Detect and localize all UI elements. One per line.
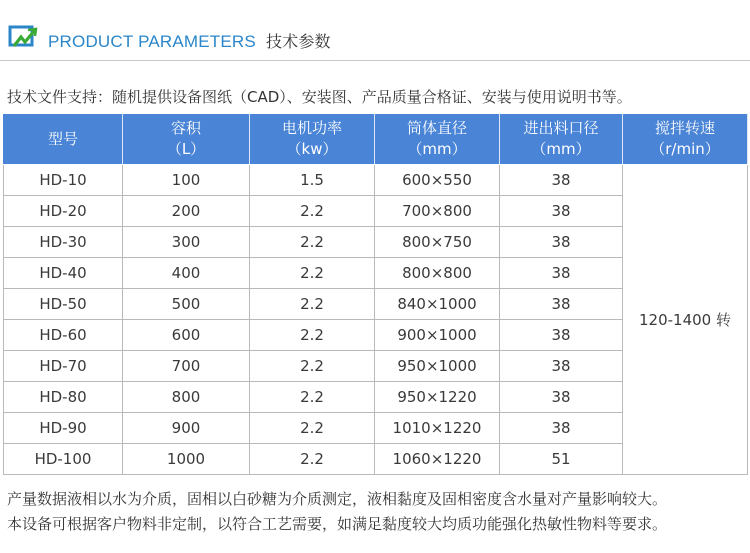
table-row [4,165,748,196]
section-title [48,29,331,52]
cell-diameter: 950×1000 [375,351,500,382]
cell-port: 38 [500,382,623,413]
column-header [623,114,748,165]
section-title-en: PRODUCT PARAMETERS [48,32,256,51]
cell-volume: 400 [123,258,250,289]
cell-port: 38 [500,227,623,258]
cell-speed: 120-1400 转 [623,165,748,475]
column-header-label: 容积 [170,119,201,137]
cell-diameter: 900×1000 [375,320,500,351]
cell-port: 38 [500,413,623,444]
cell-model: HD-80 [4,382,123,413]
column-header [375,114,500,165]
cell-volume: 100 [123,165,250,196]
cell-port: 38 [500,289,623,320]
brand-logo-icon [8,24,38,52]
cell-diameter: 800×750 [375,227,500,258]
cell-power: 2.2 [250,444,375,475]
note-customization: 本设备可根据客户物料非定制，以符合工艺需要，如满足黏度较大均质功能强化热敏性物料等要求。 [7,515,668,533]
doc-support-text: 技术文件支持：随机提供设备图纸（CAD）、安装图、产品质量合格证、安装与使用说明书等。 [7,88,632,106]
cell-diameter: 1060×1220 [375,444,500,475]
header-divider [0,60,750,61]
cell-model: HD-90 [4,413,123,444]
cell-diameter: 700×800 [375,196,500,227]
cell-volume: 800 [123,382,250,413]
cell-volume: 300 [123,227,250,258]
cell-model: HD-50 [4,289,123,320]
cell-volume: 700 [123,351,250,382]
cell-power: 2.2 [250,196,375,227]
column-header [250,114,375,165]
cell-port: 38 [500,320,623,351]
column-header-label: 电机功率 [281,119,342,137]
cell-power: 2.2 [250,413,375,444]
table-header-row [4,114,748,165]
cell-volume: 600 [123,320,250,351]
cell-power: 2.2 [250,289,375,320]
cell-port: 38 [500,351,623,382]
cell-power: 2.2 [250,351,375,382]
cell-power: 1.5 [250,165,375,196]
cell-model: HD-100 [4,444,123,475]
cell-port: 38 [500,258,623,289]
cell-diameter: 950×1220 [375,382,500,413]
column-header-unit: （mm） [407,140,467,158]
column-header-unit: （kw） [286,140,338,158]
cell-port: 38 [500,165,623,196]
cell-volume: 900 [123,413,250,444]
cell-model: HD-10 [4,165,123,196]
cell-model: HD-70 [4,351,123,382]
cell-diameter: 600×550 [375,165,500,196]
cell-diameter: 1010×1220 [375,413,500,444]
parameter-table [3,113,748,475]
section-header [0,0,750,62]
column-header [500,114,623,165]
cell-port: 38 [500,196,623,227]
table-body [4,165,748,475]
column-header-unit: （r/min） [650,140,720,158]
column-header-unit: （L） [166,140,206,158]
column-header-label: 进出料口径 [523,119,599,137]
cell-diameter: 840×1000 [375,289,500,320]
cell-diameter: 800×800 [375,258,500,289]
column-header-unit: （mm） [531,140,591,158]
cell-volume: 200 [123,196,250,227]
section-title-cn: 技术参数 [265,32,331,51]
cell-model: HD-20 [4,196,123,227]
cell-power: 2.2 [250,320,375,351]
cell-model: HD-60 [4,320,123,351]
cell-port: 51 [500,444,623,475]
cell-power: 2.2 [250,382,375,413]
cell-volume: 1000 [123,444,250,475]
column-header [4,114,123,165]
cell-model: HD-40 [4,258,123,289]
column-header-label: 筒体直径 [406,119,467,137]
cell-power: 2.2 [250,227,375,258]
column-header-label: 搅拌转速 [654,119,715,137]
cell-power: 2.2 [250,258,375,289]
cell-model: HD-30 [4,227,123,258]
cell-volume: 500 [123,289,250,320]
note-production: 产量数据液相以水为介质，固相以白砂糖为介质测定，液相黏度及固相密度含水量对产量影响较大。 [7,490,668,508]
column-header-label: 型号 [47,129,78,148]
column-header [123,114,250,165]
